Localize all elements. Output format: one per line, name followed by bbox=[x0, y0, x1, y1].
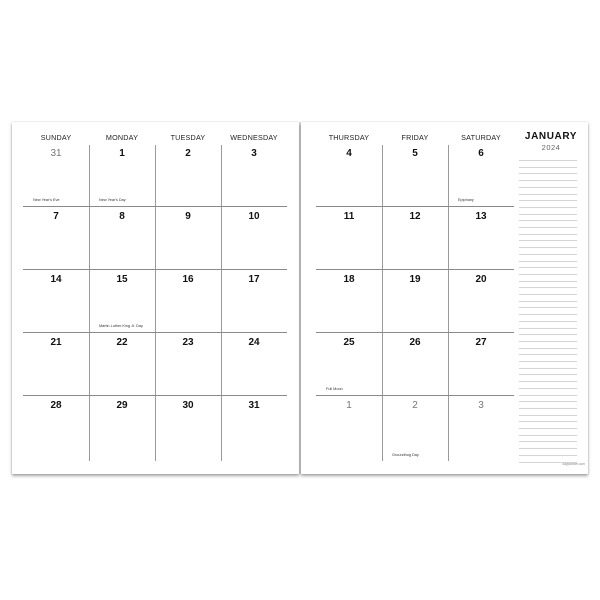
holiday-label: New Year's Eve bbox=[33, 198, 60, 202]
week-divider bbox=[23, 395, 287, 396]
date-number[interactable]: 4 bbox=[346, 148, 352, 159]
day-header-sunday: SUNDAY bbox=[40, 133, 72, 142]
notes-line bbox=[519, 173, 577, 174]
date-number[interactable]: 8 bbox=[119, 211, 125, 222]
notes-line bbox=[519, 214, 577, 215]
day-header-friday: FRIDAY bbox=[401, 133, 429, 142]
notes-line bbox=[519, 395, 577, 396]
notes-line bbox=[519, 227, 577, 228]
notes-line bbox=[519, 441, 577, 442]
notes-line bbox=[519, 281, 577, 282]
date-number[interactable]: 11 bbox=[343, 211, 355, 222]
notes-line bbox=[519, 381, 577, 382]
notes-line bbox=[519, 368, 577, 369]
notes-line bbox=[519, 274, 577, 275]
notes-line bbox=[519, 341, 577, 342]
date-number[interactable]: 12 bbox=[409, 211, 421, 222]
day-header-monday: MONDAY bbox=[105, 133, 139, 142]
date-number[interactable]: 26 bbox=[409, 337, 421, 348]
column-divider bbox=[89, 145, 90, 461]
week-divider bbox=[316, 332, 514, 333]
notes-line bbox=[519, 240, 577, 241]
notes-line bbox=[519, 401, 577, 402]
date-number[interactable]: 20 bbox=[475, 274, 487, 285]
right-page bbox=[301, 122, 588, 474]
notes-line bbox=[519, 287, 577, 288]
notes-line bbox=[519, 314, 577, 315]
date-number[interactable]: 13 bbox=[475, 211, 487, 222]
notes-line bbox=[519, 428, 577, 429]
week-divider bbox=[316, 206, 514, 207]
column-divider bbox=[221, 145, 222, 461]
holiday-label: Martin Luther King Jr. Day bbox=[99, 324, 143, 328]
date-number[interactable]: 17 bbox=[248, 274, 260, 285]
notes-line bbox=[519, 374, 577, 375]
notes-line bbox=[519, 267, 577, 268]
notes-line bbox=[519, 462, 577, 463]
date-number[interactable]: 27 bbox=[475, 337, 487, 348]
date-number[interactable]: 3 bbox=[251, 148, 257, 159]
week-divider bbox=[23, 206, 287, 207]
date-number[interactable]: 6 bbox=[478, 148, 484, 159]
date-number[interactable]: 18 bbox=[343, 274, 355, 285]
date-number[interactable]: 16 bbox=[182, 274, 194, 285]
notes-line bbox=[519, 160, 577, 161]
day-header-tuesday: TUESDAY bbox=[170, 133, 206, 142]
date-number[interactable]: 28 bbox=[50, 400, 62, 411]
holiday-label: New Year's Day bbox=[99, 198, 126, 202]
notes-line bbox=[519, 361, 577, 362]
date-number[interactable]: 5 bbox=[412, 148, 418, 159]
notes-line bbox=[519, 321, 577, 322]
left-page bbox=[12, 122, 299, 474]
date-number[interactable]: 24 bbox=[248, 337, 260, 348]
notes-line bbox=[519, 455, 577, 456]
notes-line bbox=[519, 388, 577, 389]
date-number[interactable]: 22 bbox=[116, 337, 128, 348]
notes-line bbox=[519, 207, 577, 208]
year-label: 2024 bbox=[541, 143, 561, 152]
notes-line bbox=[519, 334, 577, 335]
week-divider bbox=[23, 269, 287, 270]
date-number[interactable]: 9 bbox=[185, 211, 191, 222]
notes-line bbox=[519, 294, 577, 295]
notes-line bbox=[519, 448, 577, 449]
notes-line bbox=[519, 194, 577, 195]
week-divider bbox=[316, 395, 514, 396]
date-number[interactable]: 14 bbox=[50, 274, 62, 285]
date-number[interactable]: 21 bbox=[50, 337, 62, 348]
week-divider bbox=[316, 269, 514, 270]
notes-line bbox=[519, 435, 577, 436]
notes-line bbox=[519, 348, 577, 349]
day-header-thursday: THURSDAY bbox=[328, 133, 370, 142]
date-number[interactable]: 31 bbox=[248, 400, 260, 411]
date-number[interactable]: 25 bbox=[343, 337, 355, 348]
notes-line bbox=[519, 234, 577, 235]
date-number[interactable]: 3 bbox=[478, 400, 484, 411]
date-number[interactable]: 30 bbox=[182, 400, 194, 411]
date-number[interactable]: 1 bbox=[346, 400, 352, 411]
notes-line bbox=[519, 354, 577, 355]
date-number[interactable]: 2 bbox=[412, 400, 418, 411]
notes-line bbox=[519, 261, 577, 262]
column-divider bbox=[448, 145, 449, 461]
notes-line bbox=[519, 167, 577, 168]
holiday-label: Full Moon bbox=[326, 387, 343, 391]
notes-line bbox=[519, 254, 577, 255]
notes-line bbox=[519, 415, 577, 416]
week-divider bbox=[23, 332, 287, 333]
month-title: JANUARY bbox=[524, 131, 578, 142]
notes-line bbox=[519, 301, 577, 302]
notes-line bbox=[519, 187, 577, 188]
holiday-label: Epiphany bbox=[458, 198, 474, 202]
day-header-wednesday: WEDNESDAY bbox=[230, 133, 278, 142]
notes-line bbox=[519, 421, 577, 422]
date-number[interactable]: 7 bbox=[53, 211, 59, 222]
date-number[interactable]: 15 bbox=[116, 274, 128, 285]
notes-line bbox=[519, 408, 577, 409]
column-divider bbox=[382, 145, 383, 461]
date-number[interactable]: 10 bbox=[248, 211, 260, 222]
column-divider bbox=[155, 145, 156, 461]
notes-line bbox=[519, 180, 577, 181]
date-number[interactable]: 31 bbox=[50, 148, 62, 159]
date-number[interactable]: 23 bbox=[182, 337, 194, 348]
date-number[interactable]: 2 bbox=[185, 148, 191, 159]
footer-url: dayplanner.com bbox=[562, 462, 585, 466]
notes-line bbox=[519, 200, 577, 201]
date-number[interactable]: 1 bbox=[119, 148, 125, 159]
notes-line bbox=[519, 307, 577, 308]
date-number[interactable]: 29 bbox=[116, 400, 128, 411]
holiday-label: Groundhog Day bbox=[392, 453, 419, 457]
date-number[interactable]: 19 bbox=[409, 274, 421, 285]
notes-line bbox=[519, 328, 577, 329]
notes-line bbox=[519, 220, 577, 221]
day-header-saturday: SATURDAY bbox=[461, 133, 501, 142]
notes-line bbox=[519, 247, 577, 248]
